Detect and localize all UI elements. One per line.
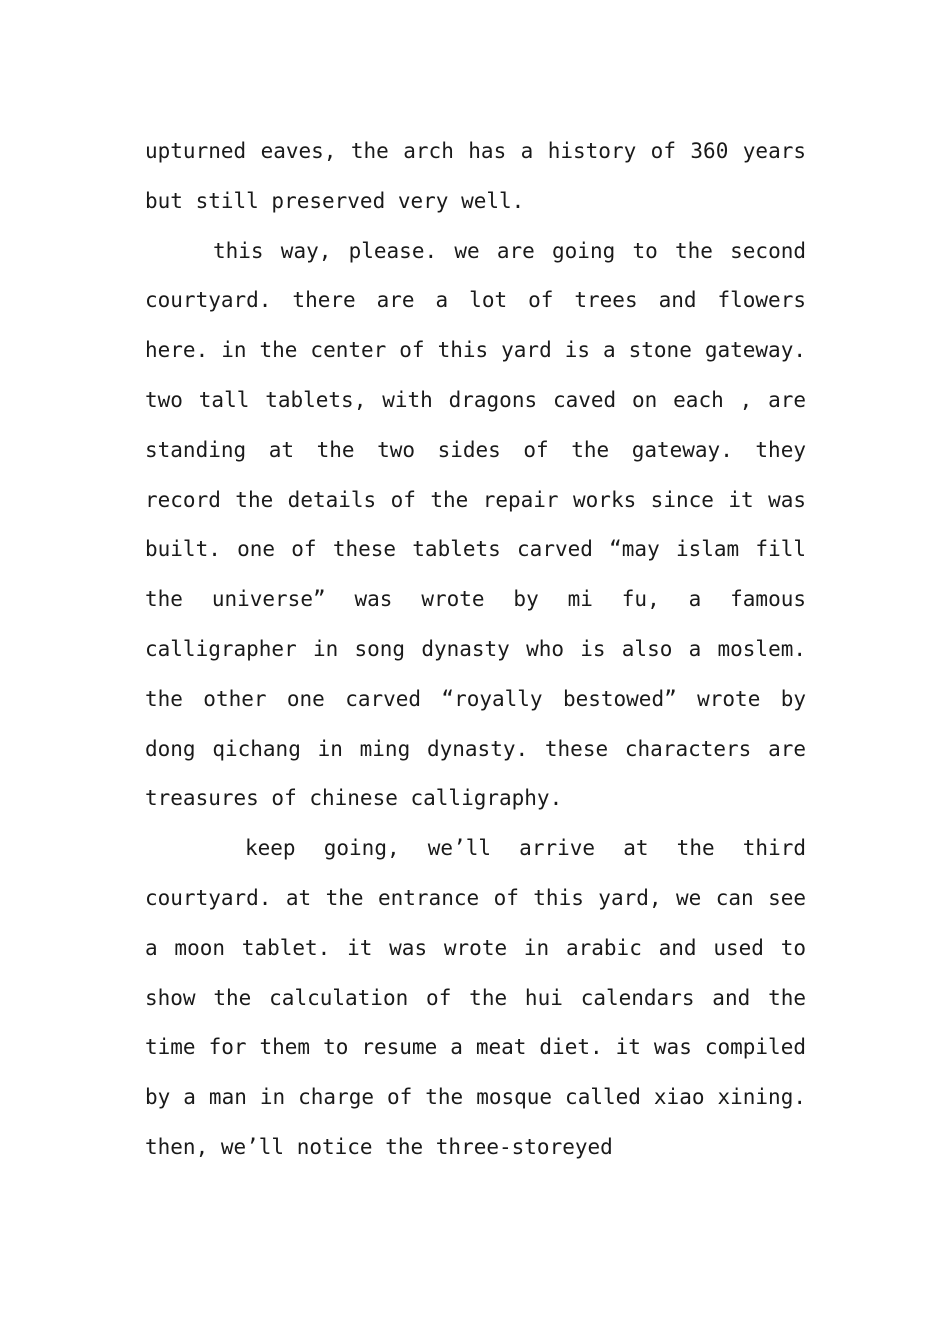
paragraph-arch: upturned eaves, the arch has a history of 360 years but still preserved very well. <box>145 139 806 213</box>
paragraph-third-courtyard: keep going, we’ll arrive at the third courtyard. at the entrance of this yard, we can see a moon tablet. it was wrote in arabic and used to show the calculation of the hui calendars and the time for them to resume a meat diet. it was compiled by a man in charge of the mosque called xiao xining. then, we’ll notice the three-storeyed <box>145 836 806 1159</box>
paragraph-second-courtyard: this way, please. we are going to the second courtyard. there are a lot of trees and flowers here. in the center of this yard is a stone gateway. two tall tablets, with dragons caved on each , are standing at the two sides of the gateway. they record the details of the repair works since it was built. one of these tablets carved “may islam fill the universe” was wrote by mi fu, a famous calligrapher in song dynasty who is also a moslem. the other one carved “royally bestowed” wrote by dong qichang in ming dynasty. these characters are treasures of chinese calligraphy. <box>145 238 806 811</box>
body-text <box>145 127 806 1173</box>
